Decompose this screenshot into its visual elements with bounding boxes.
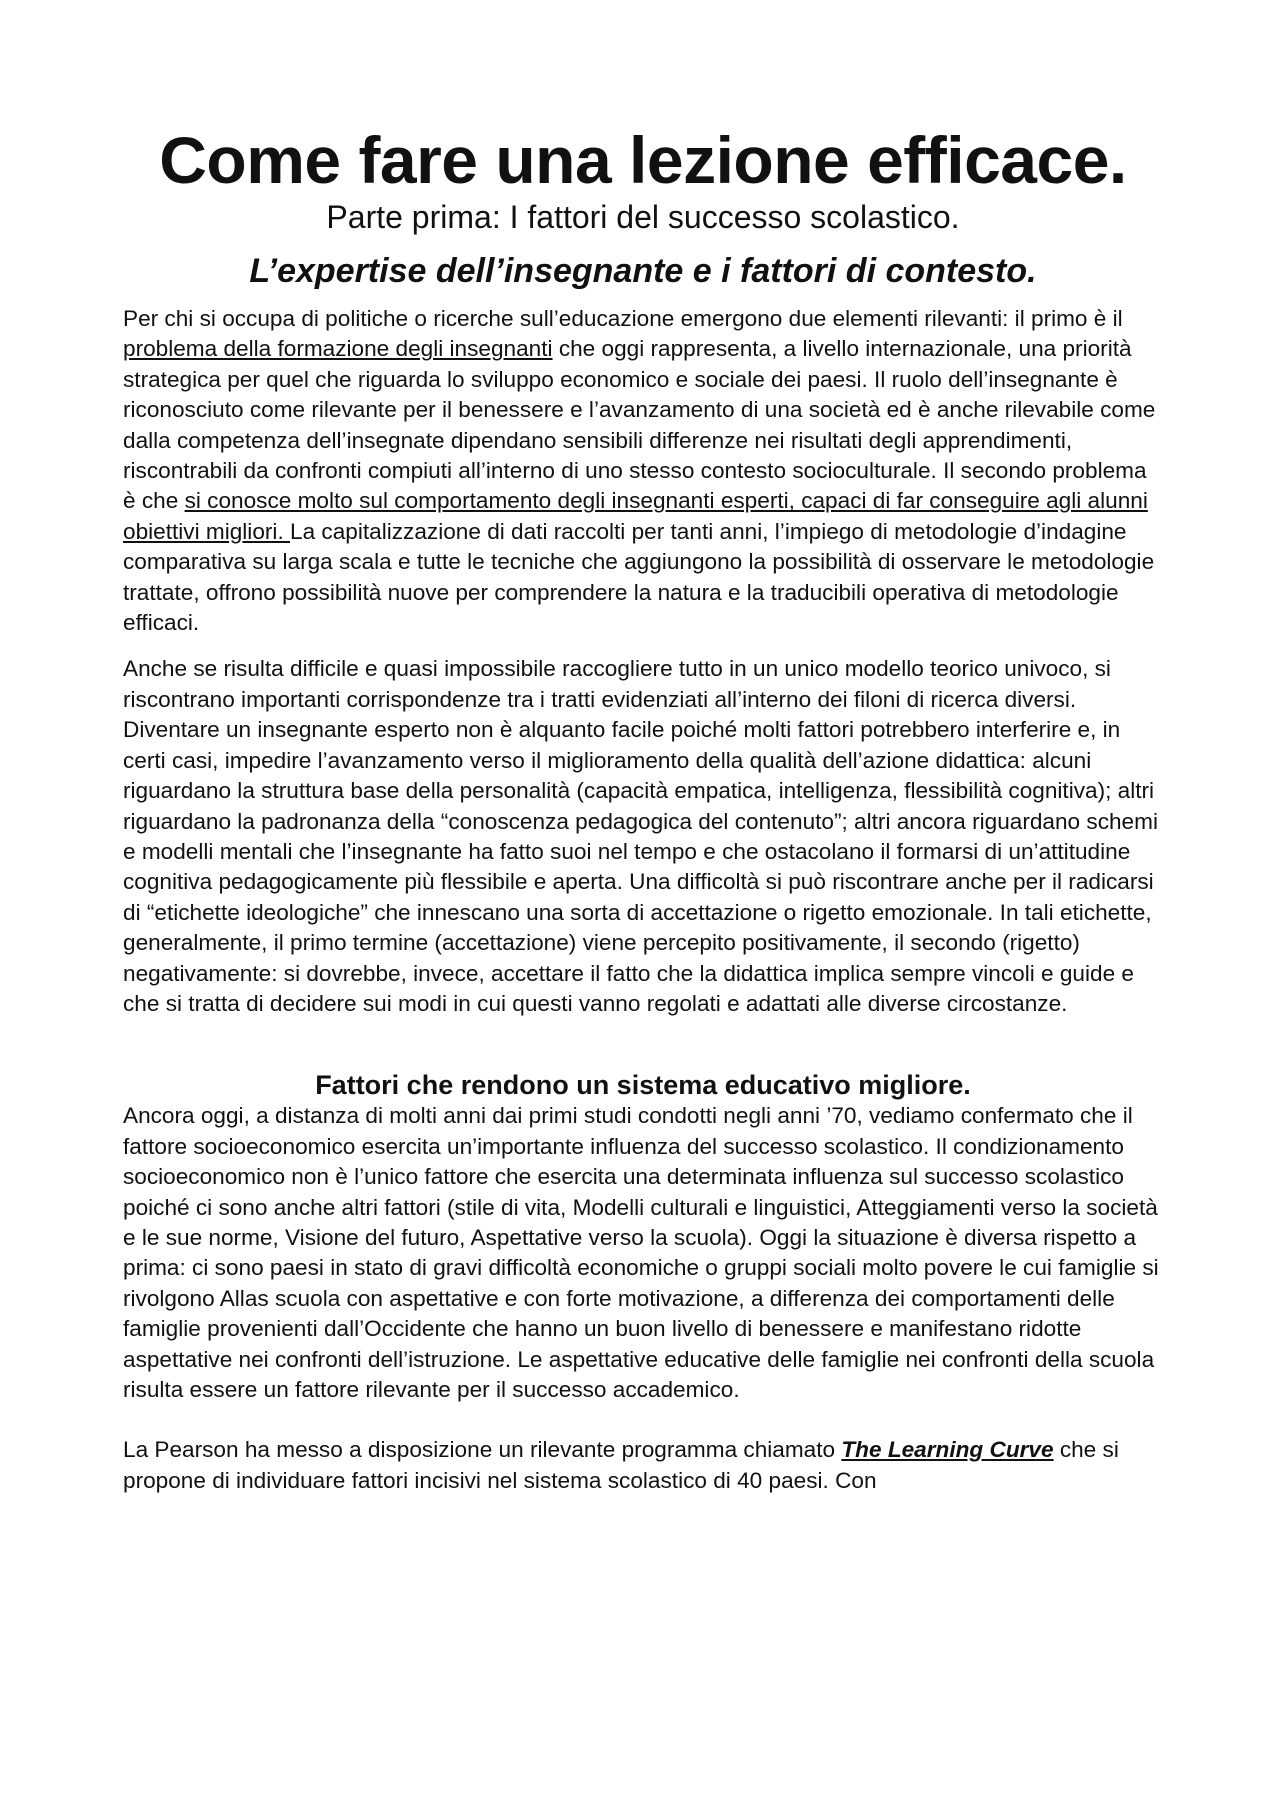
document-page <box>123 122 1163 1496</box>
paragraph-4-text-b: che si propone di individuare fattori incisivi nel sistema scolastico di 40 paesi. Con <box>123 1437 1119 1493</box>
the-learning-curve-link[interactable]: The Learning Curve <box>841 1437 1054 1463</box>
paragraph-1-text-a: Per chi si occupa di politiche o ricerche sull’educazione emergono due elementi rilevanti: il primo è il <box>123 306 1123 331</box>
page-subtitle: Parte prima: I fattori del successo scolastico. <box>326 199 960 235</box>
paragraph-3: Ancora oggi, a distanza di molti anni dai primi studi condotti negli anni ’70, vediamo confermato che il fattore socioeconomico esercita un’importante influenza del successo scolastico. Il condizionamento socioeconomico non è l’unico fattore che esercita una determinata influenza sul successo scolastico poiché ci sono anche altri fattori (stile di vita, Modelli culturali e linguistici, Atteggiamenti verso la società e le sue norme, Visione del futuro, Aspettative verso la scuola). Oggi la situazione è diversa rispetto a prima: ci sono paesi in stato di gravi difficoltà economiche o gruppi sociali molto povere le cui famiglie si rivolgono Allas scuola con aspettative e con forte motivazione, a differenza dei comportamenti delle famiglie provenienti dall’Occidente che hanno un buon livello di benessere e manifestano ridotte aspettative nei confronti dell’istruzione. Le aspettative educative delle famiglie nei confronti della scuola risulta essere un fattore rilevante per il successo accademico. <box>123 1103 1159 1402</box>
paragraph-4-text-a: La Pearson ha messo a disposizione un rilevante programma chiamato <box>123 1437 842 1463</box>
page-title: Come fare una lezione efficace. <box>159 123 1127 197</box>
paragraph-1-text-b: che oggi rappresenta, a livello internazionale, una priorità strategica per quel che riguarda lo sviluppo economico e sociale dei paesi. Il ruolo dell’insegnante è riconosciuto come rilevante per il benessere e l’avanzamento di una società ed è anche rilevabile come dalla competenza dell’insegnate dipendano sensibili differenze nei risultati degli apprendimenti, riscontrabili da confronti compiuti all’interno di uno stesso contesto socioculturale. Il secondo problema è che <box>123 336 1156 514</box>
underlined-phrase-expert-teachers: si conosce molto sul comportamento degli insegnanti esperti, capaci di far conseguire agli alunni obiettivi migliori. <box>123 488 1148 544</box>
paragraph-1-text-c: La capitalizzazione di dati raccolti per tanti anni, l’impiego di metodologie d’indagine comparativa su larga scala e tutte le tecniche che aggiungono la possibilità di osservare le metodologie trattate, offrono possibilità nuove per comprendere la natura e la traducibili operativa di metodologie efficaci. <box>123 518 1155 636</box>
section-title: L’expertise dell’insegnante e i fattori di contesto. <box>249 252 1037 290</box>
paragraph-1 <box>123 304 1163 638</box>
section-heading-2: Fattori che rendono un sistema educativo migliore. <box>315 1070 971 1101</box>
underlined-phrase-teacher-training: problema della formazione degli insegnanti <box>123 336 553 362</box>
paragraph-4 <box>123 1435 1163 1496</box>
paragraph-2: Anche se risulta difficile e quasi impossibile raccogliere tutto in un unico modello teorico univoco, si riscontrano importanti corrispondenze tra i tratti evidenziati all’interno dei filoni di ricerca diversi. Diventare un insegnante esperto non è alquanto facile poiché molti fattori potrebbero interferire e, in certi casi, impedire l’avanzamento verso il miglioramento della qualità dell’azione didattica: alcuni riguardano la struttura base della personalità (capacità empatica, intelligenza, flessibilità cognitiva); altri riguardano la padronanza della “conoscenza pedagogica del contenuto”; altri ancora riguardano schemi e modelli mentali che l’insegnante ha fatto suoi nel tempo e che ostacolano il formarsi di un’attitudine cognitiva pedagogicamente più flessibile e aperta. Una difficoltà si può riscontrare anche per il radicarsi di “etichette ideologiche” che innescano una sorta di accettazione o rigetto emozionale. In tali etichette, generalmente, il primo termine (accettazione) viene percepito positivamente, il secondo (rigetto) negativamente: si dovrebbe, invece, accettare il fatto che la didattica implica sempre vincoli e guide e che si tratta di decidere sui modi in cui questi vanno regolati e adattati alle diverse circostanze. <box>123 656 1158 1016</box>
